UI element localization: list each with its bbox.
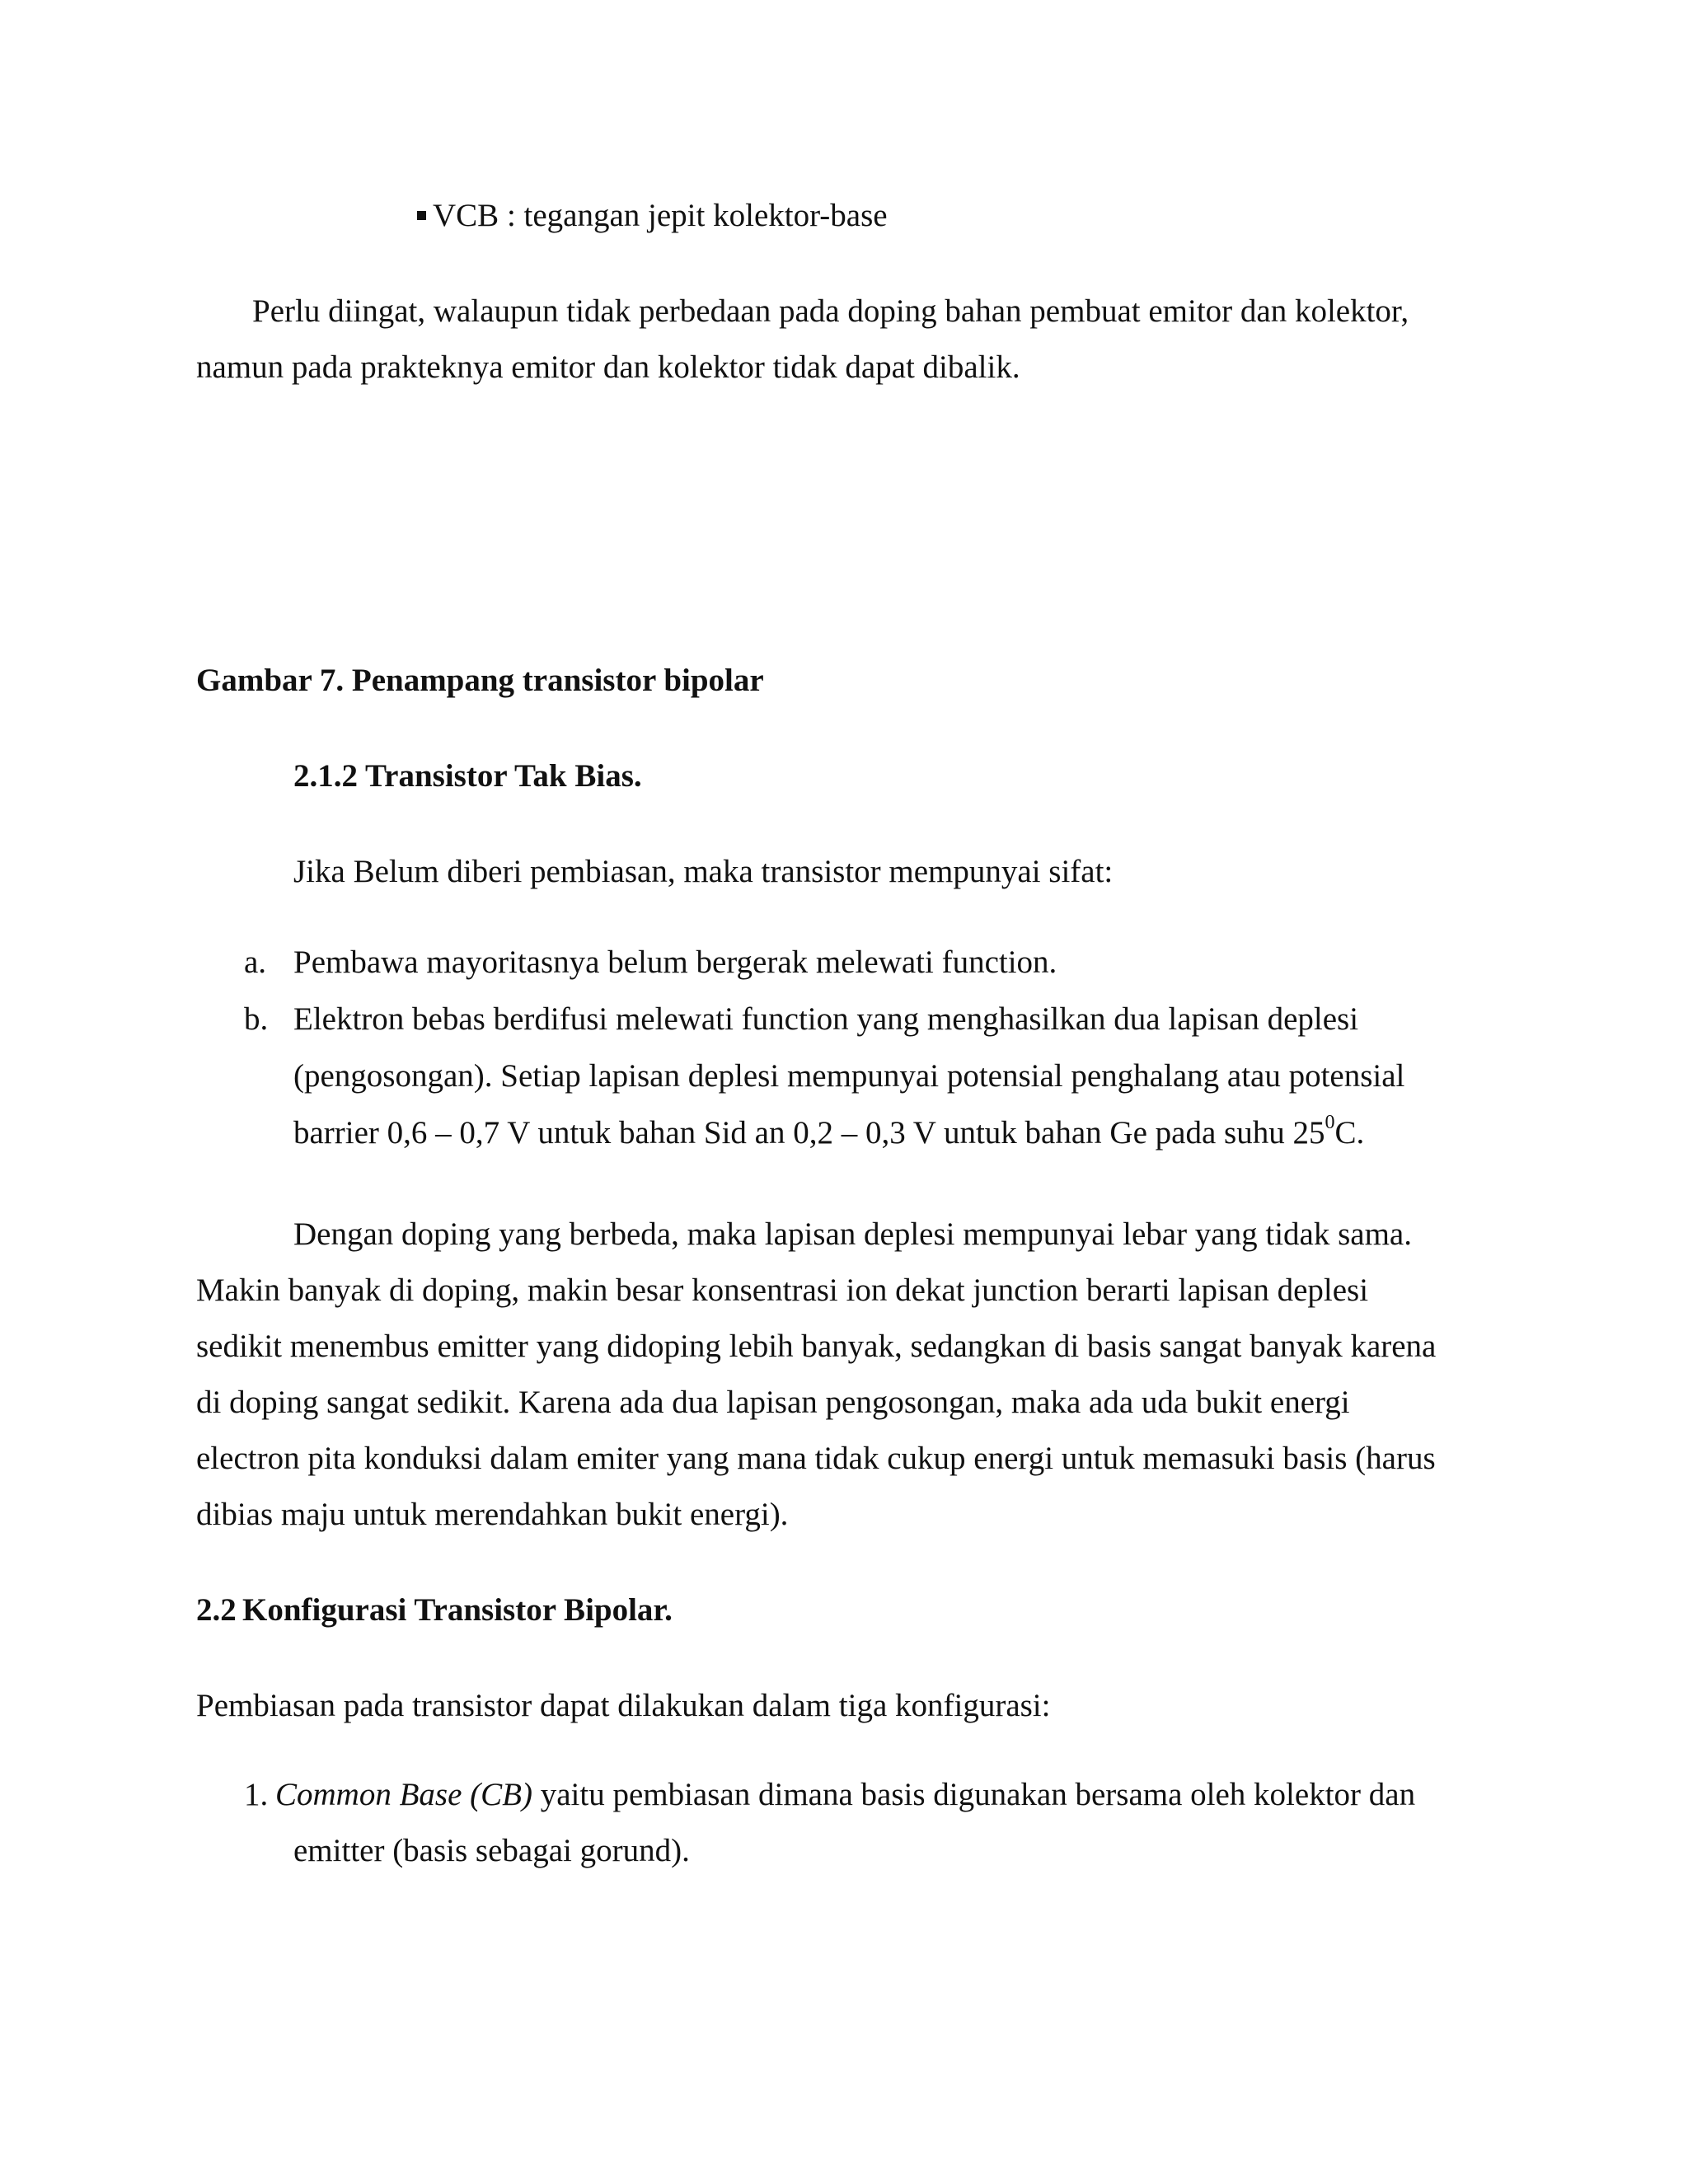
square-bullet-icon bbox=[417, 211, 426, 220]
list-item-b-line-3-tail: C. bbox=[1334, 1115, 1365, 1151]
list-item-1-desc: yaitu pembiasan dimana basis digunakan bersama oleh kolektor dan bbox=[532, 1777, 1416, 1812]
paragraph-2-line-1: Dengan doping yang berbeda, maka lapisan deplesi mempunyai lebar yang tidak sama. bbox=[293, 1216, 1412, 1252]
section-heading-2-2-number: 2.2 bbox=[196, 1592, 237, 1628]
list-marker-1: 1. bbox=[244, 1777, 269, 1812]
list-marker-b: b. bbox=[244, 1001, 269, 1037]
figure-caption: Gambar 7. Penampang transistor bipolar bbox=[196, 663, 764, 698]
list-item-b-line-1: Elektron bebas berdifusi melewati function yang menghasilkan dua lapisan deplesi bbox=[293, 1001, 1359, 1037]
paragraph-2-line-5: electron pita konduksi dalam emiter yang mana tidak cukup energi untuk memasuki basis (harus bbox=[196, 1441, 1436, 1476]
section-2-2-intro: Pembiasan pada transistor dapat dilakukan dalam tiga konfigurasi: bbox=[196, 1688, 1051, 1723]
paragraph-2-line-4: di doping sangat sedikit. Karena ada dua lapisan pengosongan, maka ada uda bukit energi bbox=[196, 1385, 1350, 1420]
bullet-item-vcb bbox=[417, 188, 888, 244]
paragraph-1-line-2: namun pada prakteknya emitor dan kolektor tidak dapat dibalik. bbox=[196, 349, 1020, 385]
list-item-1-line-1 bbox=[275, 1767, 1415, 1823]
degree-superscript: 0 bbox=[1325, 1112, 1335, 1133]
list-item-b-line-3-text: barrier 0,6 – 0,7 V untuk bahan Sid an 0,2 – 0,3 V untuk bahan Ge pada suhu 25 bbox=[293, 1115, 1325, 1151]
paragraph-2-line-2: Makin banyak di doping, makin besar konsentrasi ion dekat junction berarti lapisan deplesi bbox=[196, 1272, 1369, 1308]
paragraph-1-line-1: Perlu diingat, walaupun tidak perbedaan pada doping bahan pembuat emitor dan kolektor, bbox=[252, 293, 1409, 329]
list-item-a-line-1: Pembawa mayoritasnya belum bergerak melewati function. bbox=[293, 944, 1057, 980]
paragraph-2-line-6: dibias maju untuk merendahkan bukit energi). bbox=[196, 1497, 789, 1532]
section-heading-2-1-2: 2.1.2 Transistor Tak Bias. bbox=[293, 758, 642, 794]
list-item-1-term: Common Base (CB) bbox=[275, 1777, 532, 1812]
section-heading-2-2-title: Konfigurasi Transistor Bipolar. bbox=[242, 1592, 673, 1628]
list-item-1-line-2: emitter (basis sebagai gorund). bbox=[293, 1833, 690, 1868]
list-item-b-line-2: (pengosongan). Setiap lapisan deplesi mempunyai potensial penghalang atau potensial bbox=[293, 1058, 1405, 1094]
list-item-b-line-3 bbox=[293, 1105, 1364, 1161]
paragraph-2-line-3: sedikit menembus emitter yang didoping lebih banyak, sedangkan di basis sangat banyak karena bbox=[196, 1329, 1437, 1364]
bullet-vcb-text: VCB : tegangan jepit kolektor-base bbox=[433, 198, 888, 233]
section-2-1-2-intro: Jika Belum diberi pembiasan, maka transistor mempunyai sifat: bbox=[293, 854, 1114, 889]
list-marker-a: a. bbox=[244, 944, 267, 980]
